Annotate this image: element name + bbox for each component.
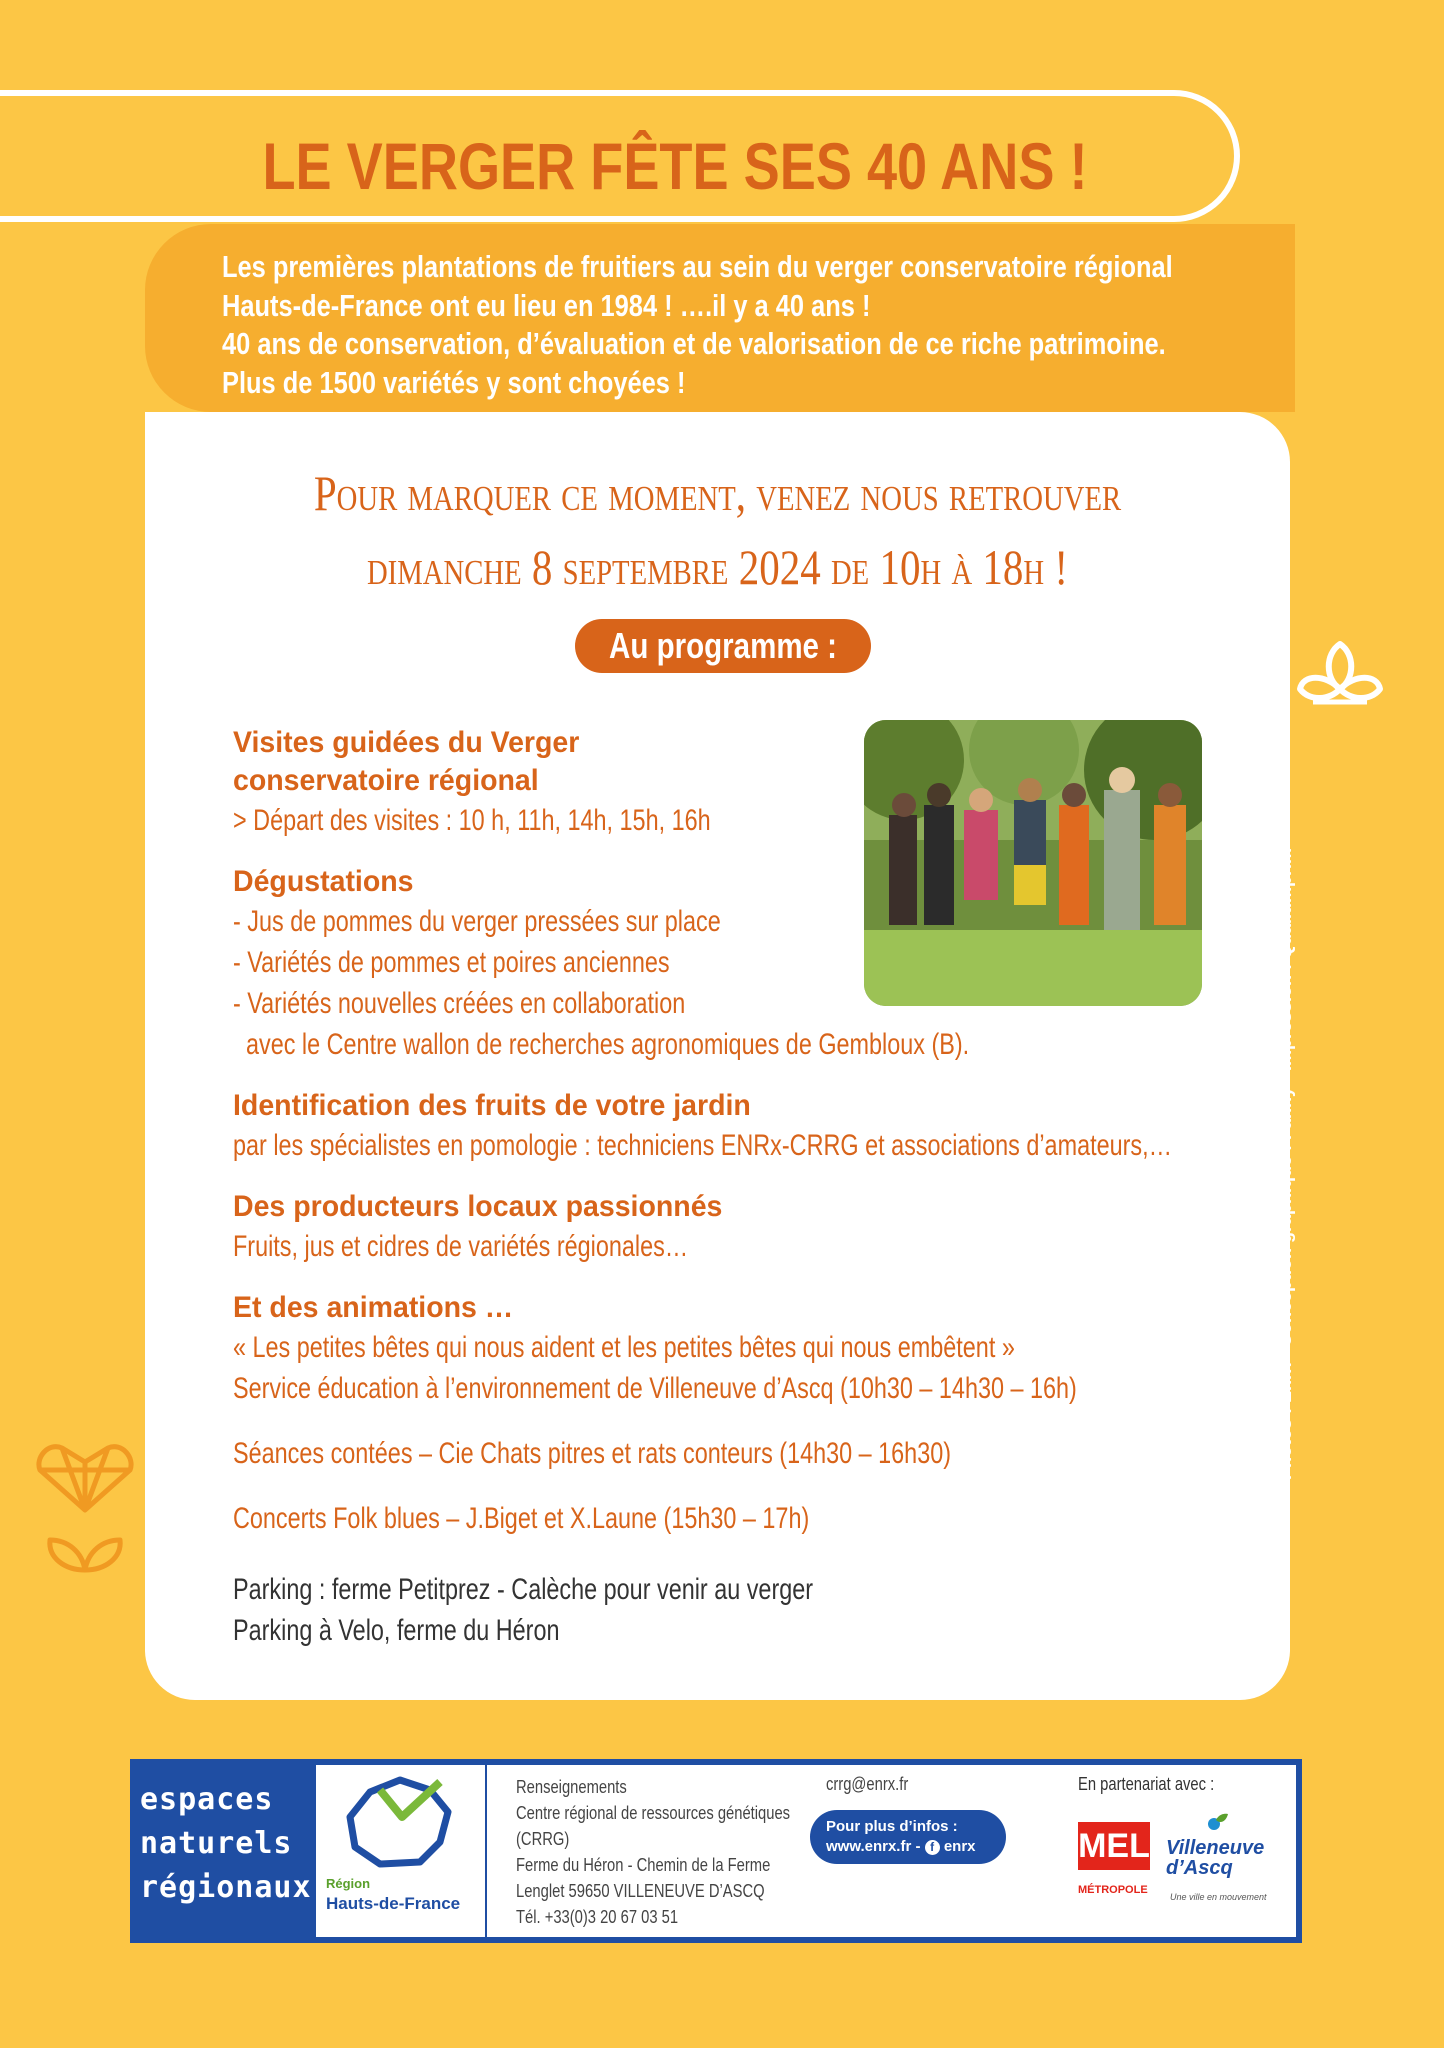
group-visit-photo bbox=[864, 720, 1202, 1006]
section-heading: Identification des fruits de votre jardin bbox=[233, 1089, 751, 1122]
intro-line: Plus de 1500 variétés y sont choyées ! bbox=[222, 364, 686, 400]
region-name: Hauts-de-France bbox=[326, 1894, 461, 1913]
event-headline bbox=[145, 456, 1290, 604]
section-line: - Jus de pommes du verger pressées sur place bbox=[233, 905, 721, 938]
section-line: > Départ des visites : 10 h, 11h, 14h, 15h, 16h bbox=[233, 804, 711, 837]
section-line: avec le Centre wallon de recherches agronomiques de Gembloux (B). bbox=[233, 1028, 970, 1061]
parking-line: Parking à Velo, ferme du Héron bbox=[233, 1614, 560, 1647]
photo-credit: Photos : Enrx - Conception graphique : Fanny - Impression : Qualitimprim bbox=[1275, 847, 1295, 1480]
villeneuve-logo-icon bbox=[1206, 1810, 1230, 1834]
parking-line: Parking : ferme Petitprez - Calèche pour venir au verger bbox=[233, 1573, 814, 1606]
tales-line: Séances contées – Cie Chats pitres et rats conteurs (14h30 – 16h30) bbox=[233, 1437, 952, 1470]
section-heading: Visites guidées du Verger bbox=[233, 726, 580, 759]
section-heading: Dégustations bbox=[233, 865, 414, 898]
page-title: LE VERGER FÊTE SES 40 ANS ! bbox=[262, 129, 1088, 203]
heart-sprout-icon bbox=[30, 1440, 140, 1580]
intro-text bbox=[222, 248, 1288, 402]
facebook-icon: f bbox=[925, 1840, 940, 1855]
partner-label: En partenariat avec : bbox=[1078, 1774, 1215, 1794]
section-line: - Variétés nouvelles créées en collaboration bbox=[233, 987, 686, 1020]
intro-line: 40 ans de conservation, d’évaluation et de valorisation de ce riche patrimoine. bbox=[222, 326, 1166, 361]
concerts-line: Concerts Folk blues – J.Biget et X.Laune (15h30 – 17h) bbox=[233, 1502, 810, 1535]
contact-block: Renseignements Centre régional de ressources génétiques (CRRG) Ferme du Héron - Chemin de la Ferme Lenglet 59650 VILLENEUVE D’ASCQ Tél. +33(0)3 20 67 03 51 bbox=[516, 1777, 791, 1927]
section-line: Service éducation à l’environnement de Villeneuve d’Ascq (10h30 – 14h30 – 16h) bbox=[233, 1372, 1077, 1405]
villeneuve-tagline: Une ville en mouvement bbox=[1170, 1892, 1267, 1902]
section-line: - Variétés de pommes et poires anciennes bbox=[233, 946, 670, 979]
section-line: par les spécialistes en pomologie : techniciens ENRx-CRRG et associations d’amateurs,… bbox=[233, 1129, 1173, 1162]
section-line: « Les petites bêtes qui nous aident et les petites bêtes qui nous embêtent » bbox=[233, 1331, 1015, 1364]
intro-line: Les premières plantations de fruitiers au sein du verger conservatoire régional bbox=[222, 249, 1173, 284]
enr-logo-text: espaces naturels régionaux bbox=[140, 1782, 312, 1905]
flower-icon bbox=[1295, 634, 1385, 714]
section-heading: Et des animations … bbox=[233, 1291, 514, 1324]
mel-logo: MEL bbox=[1078, 1822, 1150, 1870]
section-heading: conservatoire régional bbox=[233, 764, 539, 797]
contact-email[interactable]: crrg@enrx.fr bbox=[826, 1774, 909, 1794]
section-line: Fruits, jus et cidres de variétés régionales… bbox=[233, 1230, 689, 1263]
program-list bbox=[233, 724, 1433, 1651]
villeneuve-logo-text: Villeneuve d’Ascq bbox=[1166, 1837, 1265, 1879]
intro-line: Hauts-de-France ont eu lieu en 1984 ! ….il y a 40 ans ! bbox=[222, 287, 871, 323]
mel-logo-sub: MÉTROPOLE bbox=[1078, 1884, 1148, 1896]
headline-line: Pour marquer ce moment, venez nous retrouver bbox=[313, 465, 1122, 521]
region-word: Région bbox=[326, 1876, 371, 1891]
footer-divider bbox=[485, 1765, 487, 1937]
program-label: Au programme : bbox=[575, 619, 871, 673]
headline-line: dimanche 8 septembre 2024 de 10h à 18h ! bbox=[366, 539, 1069, 595]
region-map-icon bbox=[340, 1772, 460, 1872]
website-link[interactable]: Pour plus d’infos : www.enrx.fr - f enrx bbox=[810, 1810, 1006, 1864]
wheat-icon bbox=[1108, 1488, 1188, 1700]
section-heading: Des producteurs locaux passionnés bbox=[233, 1190, 723, 1223]
